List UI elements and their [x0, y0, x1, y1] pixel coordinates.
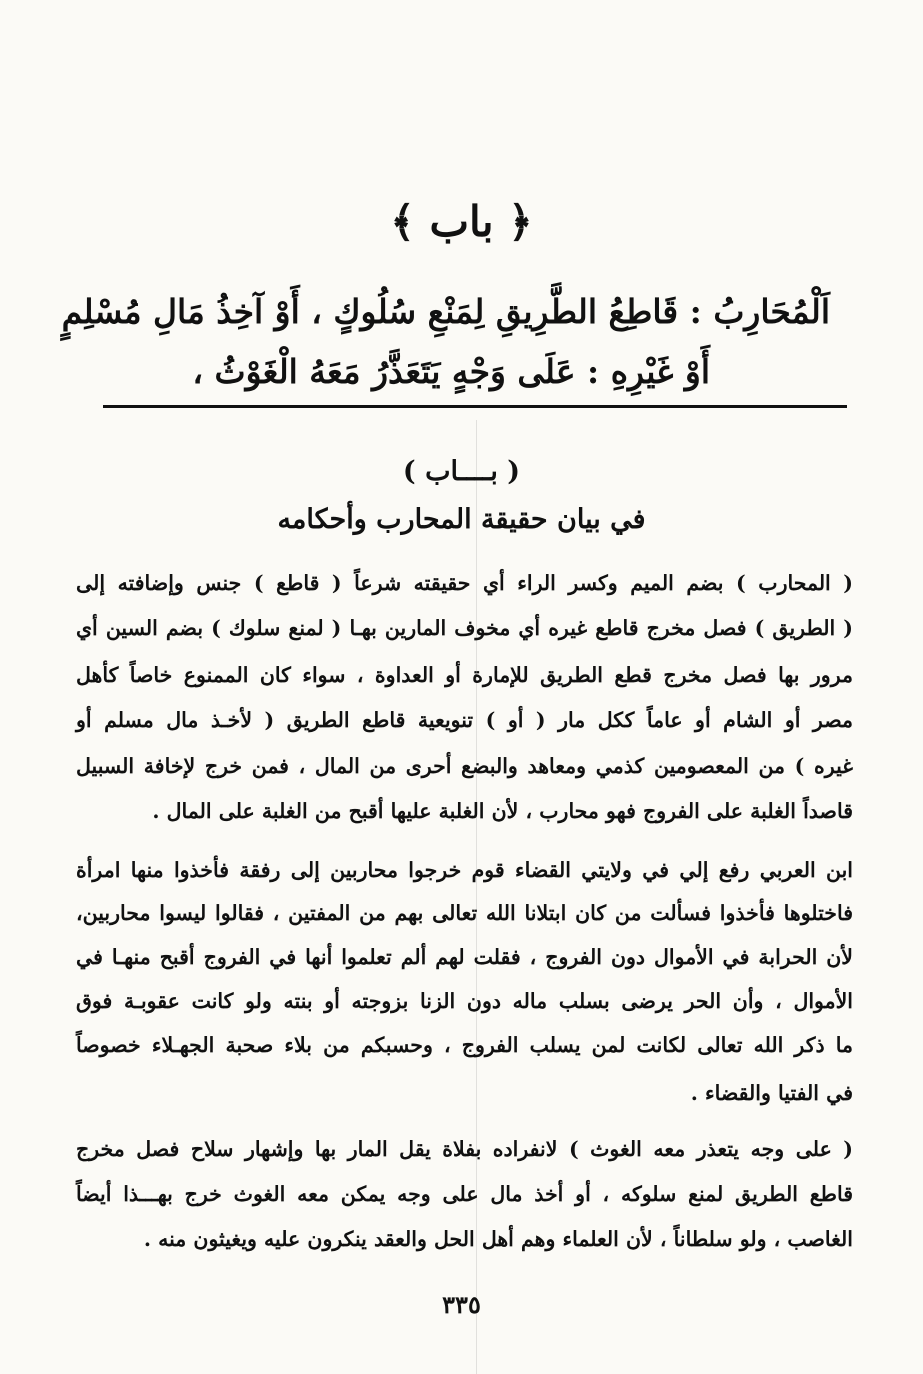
matn-line-2: أَوْ غَيْرِهِ : عَلَى وَجْهٍ يَتَعَذَّرُ مَعَهُ الْغَوْثُ ، — [192, 352, 710, 391]
paragraph-1-line: قاصداً الغلبة على الفروج فهو محارب ، لأن الغلبة عليها أقبح من الغلبة على المال . — [152, 799, 853, 823]
paragraph-1-line: مصر أو الشام أو عاماً ككل مار ( أو ) تنويعية قاطع الطريق ( لأخـذ مال مسلم أو — [76, 708, 853, 732]
section-title: في بيان حقيقة المحارب وأحكامه — [277, 504, 646, 535]
paragraph-3-line: قاطع الطريق لمنع سلوكه ، أو أخذ مال على وجه يمكن معه الغوث خرج بهـــذا أيضاً — [76, 1182, 853, 1206]
paragraph-2-line: ابن العربي رفع إلي في ولايتي القضاء قوم خرجوا محاربين إلى رفقة فأخذوا منها امرأة — [76, 858, 853, 882]
paragraph-3-line: ( على وجه يتعذر معه الغوث ) لانفراده بفلاة يقل المار بها وإشهار سلاح فصل مخرج — [76, 1137, 853, 1161]
paragraph-2-line: لأن الحرابة في الأموال دون الفروج ، فقلت لهم ألم تعلموا أنها في الفروج أقبح منهـا في — [76, 945, 853, 969]
paragraph-1-line: ( المحارب ) بضم الميم وكسر الراء أي حقيقته شرعاً ( قاطع ) جنس وإضافته إلى — [76, 571, 853, 595]
divider-rule — [103, 405, 847, 408]
matn-line-1: اَلْمُحَارِبُ : قَاطِعُ الطَّرِيقِ لِمَنْعِ سُلُوكٍ ، أَوْ آخِذُ مَالِ مُسْلِمٍ — [61, 292, 830, 331]
paragraph-2-line: الأموال ، وأن الحر يرضى بسلب ماله دون الزنا بزوجته أو بنته ولو كانت عقوبـة فوق — [76, 989, 853, 1013]
page-number: ٣٣٥ — [442, 1290, 481, 1319]
paragraph-1-line: ( الطريق ) فصل مخرج قاطع غيره أي مخوف المارين بهـا ( لمنع سلوك ) بضم السين أي — [76, 616, 853, 640]
paragraph-3-line: الغاصب ، ولو سلطاناً ، لأن العلماء وهم أهل الحل والعقد ينكرون عليه ويغيثون منه . — [143, 1227, 853, 1251]
paragraph-2-line: ما ذكر الله تعالى لكانت لمن يسلب الفروج ، وحسبكم من بلاء صحبة الجهـلاء خصوصاً — [76, 1033, 853, 1057]
chapter-heading: ﴿ باب ﴾ — [390, 197, 533, 246]
paragraph-2-line: في الفتيا والقضاء . — [690, 1081, 853, 1105]
paragraph-1-line: مرور بها فصل مخرج قطع الطريق للإمارة أو العداوة ، سواء كان الممنوع خاصاً كأهل — [76, 663, 853, 687]
paragraph-2-line: فاختلوها فأخذوا فسألت من كان ابتلانا الله تعالى بهم من المفتين ، فقالوا ليسوا محاربين، — [76, 901, 853, 925]
section-label: ( بــــاب ) — [402, 456, 521, 487]
paragraph-1-line: غيره ) من المعصومين كذمي ومعاهد والبضع أحرى من المال ، فمن خرج لإخافة السبيل — [76, 754, 853, 778]
